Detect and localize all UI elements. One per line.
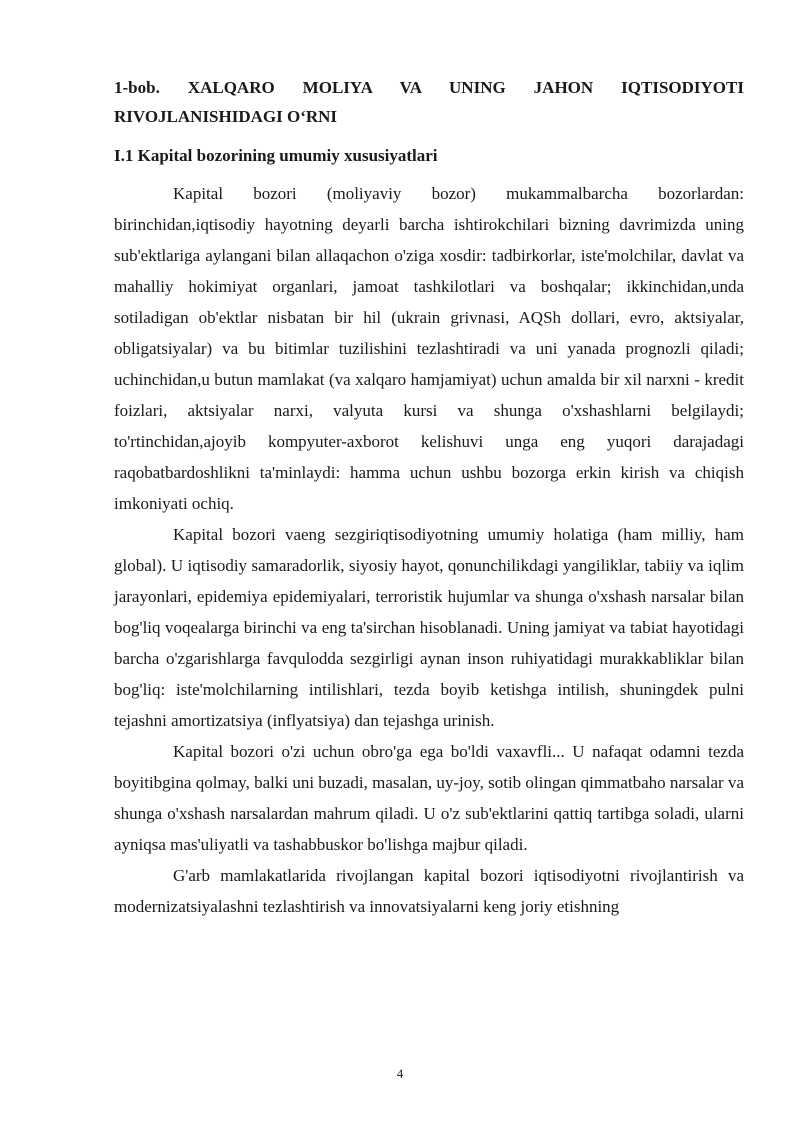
paragraph-2: Kapital bozori vaeng sezgiriqtisodiyotning umumiy holatiga (ham milliy, ham global). U iqtisodiy samaradorlik, siyosiy hayot, qonunchilikdagi yangiliklar, tabiiy va iqlim jarayonlari, epidemiya epidemiyalari, terroristik hujumlar va shunga o'xshash narsalar bilan bog'liq voqealarga birinchi va eng ta'sirchan hisoblanadi. Uning jamiyat va tabiat hayotidagi barcha o'zgarishlarga favqulodda sezgirligi aynan inson ruhiyatidagi murakkabliklar bilan bog'liq: iste'molchilarning intilishlari, tezda boyib ketishga intilish, shuningdek pulni tejashni amortizatsiya (inflyatsiya) dan tejashga urinish.: [114, 525, 744, 730]
chapter-title-line-2: RIVOJLANISHIDAGI O‘RNI: [114, 107, 338, 126]
paragraph-3: Kapital bozori o'zi uchun obro'ga ega bo'ldi vaxavfli... U nafaqat odamni tezda boyitibgina qolmay, balki uni buzadi, masalan, uy-joy, sotib olingan qimmatbaho narsalar va shunga o'xshash narsalardan mahrum qiladi. U o'z sub'ektlarini qattiq tartibga soladi, ularni ayniqsa mas'uliyatli va tashabbuskor bo'lishga majbur qiladi.: [114, 742, 744, 854]
section-title: I.1 Kapital bozorining umumiy xususiyatlari: [114, 146, 438, 165]
page-content: [114, 73, 744, 922]
paragraph-1: Kapital bozori (moliyaviy bozor) mukammalbarcha bozorlardan: birinchidan,iqtisodiy hayotning deyarli barcha ishtirokchilari bizning davrimizda uning sub'ektlariga aylangani bilan allaqachon o'ziga xosdir: tadbirkorlar, iste'molchilar, davlat va mahalliy hokimiyat organlari, jamoat tashkilotlari va boshqalar; ikkinchidan,unda sotiladigan ob'ektlar nisbatan bir hil (ukrain grivnasi, AQSh dollari, evro, aktsiyalar, obligatsiyalar) va bu bitimlar tuzilishini tezlashtiradi va uni yanada prognozli qiladi; uchinchidan,u butun mamlakat (va xalqaro hamjamiyat) uchun amalda bir xil narxni - kredit foizlari, aktsiyalar narxi, valyuta kursi va shunga o'xshashlarni belgilaydi; to'rtinchidan,ajoyib kompyuter-axborot kelishuvi unga eng yuqori darajadagi raqobatbardoshlikni ta'minlaydi: hamma uchun ushbu bozorga erkin kirish va chiqish imkoniyati ochiq.: [114, 184, 744, 513]
page-number: 4: [396, 1066, 404, 1081]
chapter-title-line-1: 1-bob. XALQARO MOLIYA VA UNING JAHON IQTISODIYOTI: [114, 78, 744, 97]
paragraph-4: G'arb mamlakatlarida rivojlangan kapital bozori iqtisodiyotni rivojlantirish va modernizatsiyalashni tezlashtirish va innovatsiyalarni keng joriy etishning: [114, 866, 744, 916]
chapter-title: [114, 73, 744, 131]
